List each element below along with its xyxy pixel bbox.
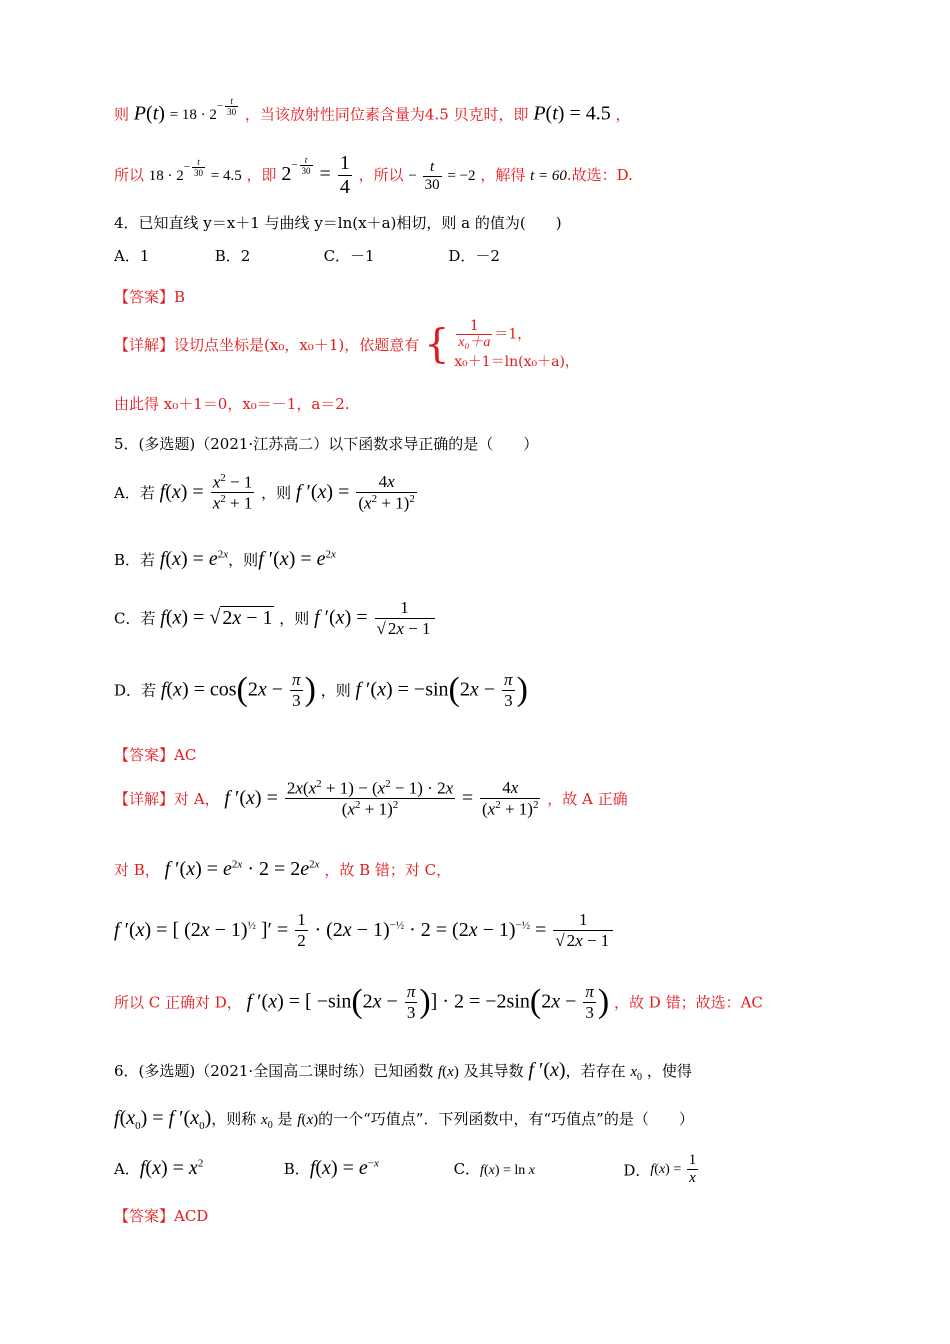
q6-option-d: D．f(x) = $\frac{1}{x}$ — [623, 1152, 697, 1187]
q6-answer: 【答案】ACD — [114, 1207, 209, 1225]
q4-conclusion: 由此得 x₀＋1＝0，x₀＝－1，a＝2. — [114, 395, 350, 413]
p3-line1: 则 $P(t) = 18 \cdot 2^{- \frac{t}{30}}$ ，当该放射性同位素含量为4.5 贝克时，即 P(t) = 4.5 ， — [114, 96, 631, 125]
q6-option-c: C．f(x) = ln x — [453, 1159, 535, 1178]
q4-detail: 【详解】设切点坐标是(x₀，x₀＋1)，依题意有 { $\frac{1}{\text{x₀＋a}}$ ＝1， x₀＋1＝ln(x₀＋a)， — [114, 318, 579, 371]
q4-option-a: A．1 — [114, 247, 150, 265]
formula-p-of-t: P — [133, 102, 147, 125]
q6-option-b: B．$f(x) = e^{-x}$ — [283, 1156, 379, 1179]
q6-option-a: A．$f(x) = x^2$ — [114, 1156, 204, 1179]
q4-option-c: C．－1 — [323, 247, 375, 265]
q5-option-a: A．若 f(x) = $\frac{x^2 - 1}{x^2 + 1}$ ，则 f ′(x) = $\frac{4x}{(x^2 + 1)^2}$ — [114, 472, 415, 513]
q5-detail-a: 【详解】对 A， f ′(x) = $\frac{2x(x^2 + 1) - (x^2 - 1) \cdot 2x}{(x^2 + 1)^2}$ = $\frac{4x}{(x^2 + 1)^2}$ ，故 A 正确 — [114, 778, 628, 819]
q5-detail-d: 所以 C 正确对 D， f ′(x) = [ −sin(2x − $\frac{\pi}{3}$ )] · 2 = −2sin(2x − $\frac{\pi}{3}$ ) ，故 D 错；故选：AC — [114, 982, 763, 1022]
q5-option-b: B．若 $f(x) = e^{2x}$，则f $'(x) = e^{2x}$ — [114, 548, 336, 570]
p3-line2: 所以 $18 \cdot 2^{- \frac{t}{30}}$ = 4.5 ，即 $2^{- \frac{t}{30}}$ = $\frac{1}{4}$ ，所以 − $\frac{t}{30}$ = −2 ，解得 t = 60.故选：D. — [114, 152, 633, 198]
q5-option-c: C．若 f(x) = √ 2x − 1 ，则 f ′(x) = $\frac{1}{√ 2x - 1}$ — [114, 598, 437, 638]
q5-option-d: D．若 f(x) = cos(2x − $\frac{\pi}{3}$ ) ，则 f ′(x) = −sin(2x − $\frac{\pi}{3}$ ) — [114, 670, 528, 710]
q5-detail-b: 对 B， f $'(x) = e^{2x} \cdot 2 = 2e^{2x}$ ，故 B 错；对 C， — [114, 858, 452, 880]
p3-prefix: 则 — [114, 105, 130, 124]
q4-option-d: D．－2 — [448, 247, 500, 265]
q4-option-b: B．2 — [214, 247, 251, 265]
p3-mid: ，当该放射性同位素含量为4.5 贝克时，即 — [244, 105, 529, 124]
q5-stem: 5．(多选题)（2021·江苏高二）以下函数求导正确的是（ ） — [114, 435, 539, 453]
q4-options — [114, 245, 500, 266]
q5-answer: 【答案】AC — [114, 746, 197, 764]
q4-answer: 【答案】B — [114, 288, 186, 306]
q6-line2: $f(x_0) = f$ $'(x_0)$，则称 $x_0$ 是 f(x)的一个“巧值点”．下列函数中，有“巧值点”的是（ ） — [114, 1107, 694, 1132]
q6-options — [114, 1152, 700, 1188]
q4-stem: 4．已知直线 y＝x＋1 与曲线 y＝ln(x＋a)相切，则 a 的值为( ) — [114, 214, 562, 232]
q6-stem: 6．(多选题)（2021·全国高二课时练）已知函数 f(x) 及其导数 f ′(x)，若存在 $x_0$ ，使得 — [114, 1059, 692, 1083]
q5-detail-c-formula: f ′(x) = [ $(2x - 1)^{\frac{1}{2}}$ ]′ = $\frac{1}{2}$ · $(2x - 1)^{-\frac{1}{2}} \cdot 2 = (2x - 1)^{-\frac{1}{2}}$ = $\frac{1}{√ 2x - 1}$ — [114, 910, 615, 950]
